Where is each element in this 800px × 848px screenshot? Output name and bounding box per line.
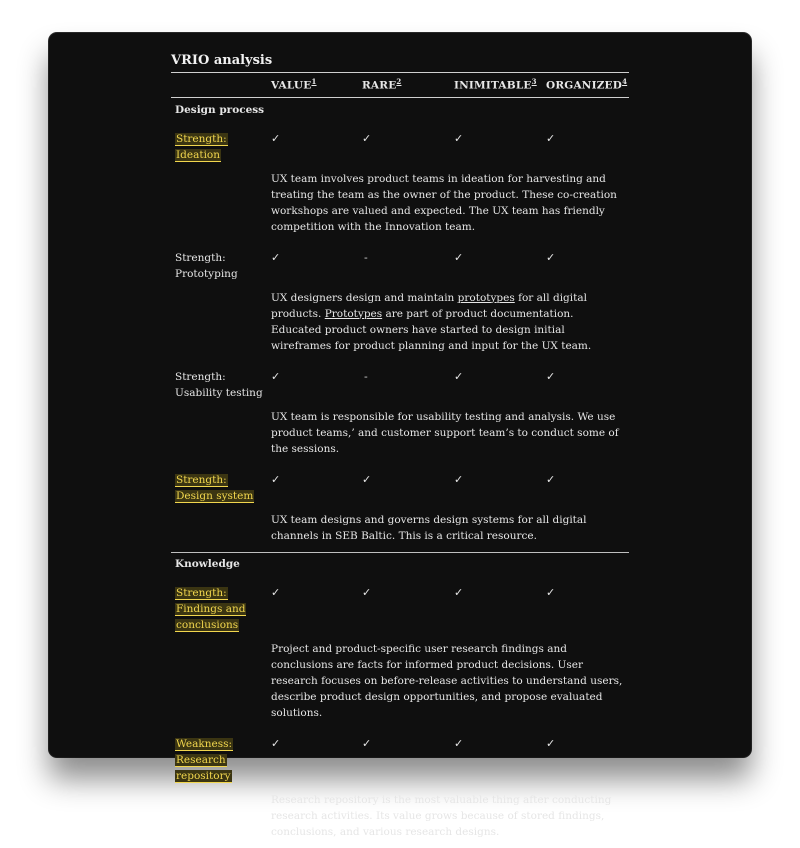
table-row-ideation <box>171 124 629 171</box>
description-row-ideation <box>171 171 629 243</box>
check-icon: ✓ <box>271 736 281 750</box>
check-icon: ✓ <box>362 585 372 599</box>
check-icon: ✓ <box>271 585 281 599</box>
table-row-prototyping <box>171 243 629 290</box>
row-description: UX team is responsible for usability testing and analysis. We use product teams,’ and customer support team’s to conduct some of the sessions. <box>271 410 619 455</box>
row-label-findings[interactable]: Strength: Findings and conclusions <box>176 586 246 631</box>
document-window <box>49 33 751 838</box>
description-row-findings <box>171 641 629 729</box>
header-value: VALUE$^1$ <box>267 73 358 98</box>
header-empty <box>171 73 267 98</box>
check-icon: ✓ <box>454 131 464 145</box>
check-icon: ✓ <box>546 736 556 750</box>
row-description: UX designers design and maintain prototypes for all digital products. Prototypes are part of product documentation. Educated product owners have started to design initial wireframes for product planning and input for the UX team. <box>271 291 592 352</box>
prototypes-link[interactable]: prototypes <box>457 291 515 304</box>
section-title: Knowledge <box>171 552 629 578</box>
table-row-usability-testing <box>171 362 629 409</box>
footnote-link-2[interactable]: 2 <box>396 77 402 86</box>
check-icon: ✓ <box>362 472 372 486</box>
check-icon: ✓ <box>546 585 556 599</box>
check-icon: ✓ <box>271 250 281 264</box>
row-label-design-system[interactable]: Strength: Design system <box>176 473 254 502</box>
dash-icon: - <box>364 369 368 383</box>
check-icon: ✓ <box>546 472 556 486</box>
check-icon: ✓ <box>454 736 464 750</box>
section-row-knowledge <box>171 552 629 578</box>
row-description: Project and product-specific user research findings and conclusions are facts for informed product decisions. User research focuses on before-release activities to understand users, describe product design opportunities, and propose evaluated solutions. <box>271 642 623 719</box>
prototypes-link[interactable]: Prototypes <box>324 307 383 320</box>
check-icon: ✓ <box>546 369 556 383</box>
table-row-design-system <box>171 465 629 512</box>
check-icon: ✓ <box>271 369 281 383</box>
description-row-prototyping <box>171 290 629 362</box>
row-label-usability-testing: Strength: Usability testing <box>175 370 263 399</box>
row-description: UX team involves product teams in ideation for harvesting and treating the team as the owner of the product. These co-creation workshops are valued and expected. The UX team has friendly competition with the Innovation team. <box>271 172 617 233</box>
document-title: VRIO analysis <box>171 53 273 68</box>
table-header-row <box>171 73 629 98</box>
check-icon: ✓ <box>546 131 556 145</box>
header-inimitable: INIMITABLE$^3$ <box>450 73 542 98</box>
table-row-research-repository <box>171 729 629 792</box>
check-icon: ✓ <box>271 472 281 486</box>
footnote-link-4[interactable]: 4 <box>622 77 628 86</box>
row-label-research-repository[interactable]: Weakness: Research repository <box>176 737 233 782</box>
check-icon: ✓ <box>454 250 464 264</box>
row-description: Research repository is the most valuable thing after conducting research activities. Its value grows because of stored findings, conclusions, and various research designs. <box>271 793 612 838</box>
description-row-design-system <box>171 512 629 553</box>
description-row-usability-testing <box>171 409 629 465</box>
vrio-document <box>171 51 629 848</box>
footnote-link-3[interactable]: 3 <box>531 77 537 86</box>
section-row-design-process <box>171 97 629 124</box>
check-icon: ✓ <box>546 250 556 264</box>
table-row-findings <box>171 578 629 641</box>
row-label-prototyping: Strength: Prototyping <box>175 251 238 280</box>
dash-icon: - <box>364 250 368 264</box>
header-organized: ORGANIZED$^4$ <box>542 73 629 98</box>
check-icon: ✓ <box>454 472 464 486</box>
check-icon: ✓ <box>362 736 372 750</box>
description-row-research-repository <box>171 792 629 848</box>
check-icon: ✓ <box>454 369 464 383</box>
vrio-table <box>171 72 629 848</box>
header-rare: RARE$^2$ <box>358 73 450 98</box>
row-description: UX team designs and governs design systems for all digital channels in SEB Baltic. This is a critical resource. <box>271 513 587 542</box>
section-title: Design process <box>175 103 265 116</box>
check-icon: ✓ <box>271 131 281 145</box>
check-icon: ✓ <box>454 585 464 599</box>
footnote-link-1[interactable]: 1 <box>311 77 317 86</box>
row-label-ideation[interactable]: Strength: Ideation <box>176 132 227 161</box>
check-icon: ✓ <box>362 131 372 145</box>
